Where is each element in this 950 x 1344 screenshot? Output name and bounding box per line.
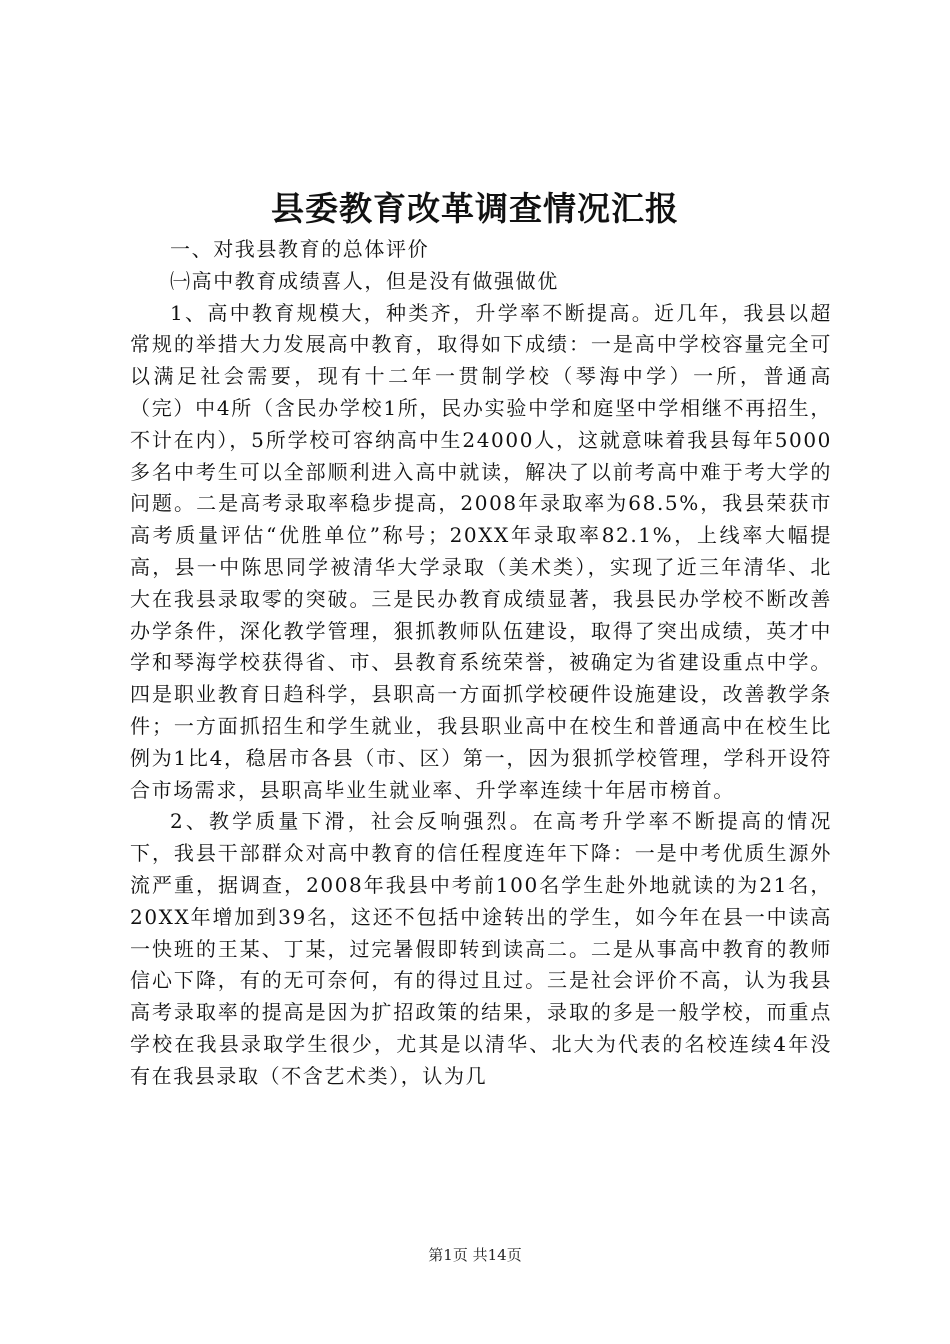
document-title: 县委教育改革调查情况汇报: [271, 189, 679, 228]
subsection-heading: ㈠高中教育成绩喜人，但是没有做强做优: [170, 268, 559, 293]
section-heading: 一、对我县教育的总体评价: [170, 237, 430, 261]
body-paragraph: 2、教学质量下滑，社会反响强烈。在高考升学率不断提高的情况下，我县干部群众对高中教育的信任程度连年下降：一是中考优质生源外流严重，据调查，2008年我县中考前100名学生赴外地就读的为21名，20XX年增加到39名，这还不包括中途转出的学生，如今年在县一中读高一快班的王某、丁某，过完暑假即转到读高二。二是从事高中教育的教师信心下降，有的无可奈何，有的得过且过。三是社会评价不高，认为我县高考录取率的提高是因为扩招政策的结果，录取的多是一般学校，而重点学校在我县录取学生很少，尤其是以清华、北大为代表的名校连续4年没有在我县录取（不含艺术类），认为几: [130, 809, 832, 1088]
page-footer: 第1页 共14页: [428, 1246, 522, 1264]
body-paragraph: 1、高中教育规模大，种类齐，升学率不断提高。近几年，我县以超常规的举措大力发展高中教育，取得如下成绩：一是高中学校容量完全可以满足社会需要，现有十二年一贯制学校（琴海中学）一所，普通高（完）中4所（含民办学校1所，民办实验中学和庭坚中学相继不再招生，不计在内），5所学校可容纳高中生24000人，这就意味着我县每年5000多名中考生可以全部顺利进入高中就读，解决了以前考高中难于考大学的问题。二是高考录取率稳步提高，2008年录取率为68.5%，我县荣获市高考质量评估“优胜单位”称号；20XX年录取率82.1%，上线率大幅提高，县一中陈思同学被清华大学录取（美术类），实现了近三年清华、北大在我县录取零的突破。三是民办教育成绩显著，我县民办学校不断改善办学条件，深化教学管理，狠抓教师队伍建设，取得了突出成绩，英才中学和琴海学校获得省、市、县教育系统荣誉，被确定为省建设重点中学。四是职业教育日趋科学，县职高一方面抓学校硬件设施建设，改善教学条件；一方面抓招生和学生就业，我县职业高中在校生和普通高中在校生比例为1比4，稳居市各县（市、区）第一，因为狠抓学校管理，学科开设符合市场需求，县职高毕业生就业率、升学率连续十年居市榜首。: [130, 300, 832, 802]
document-body: [130, 234, 832, 1093]
